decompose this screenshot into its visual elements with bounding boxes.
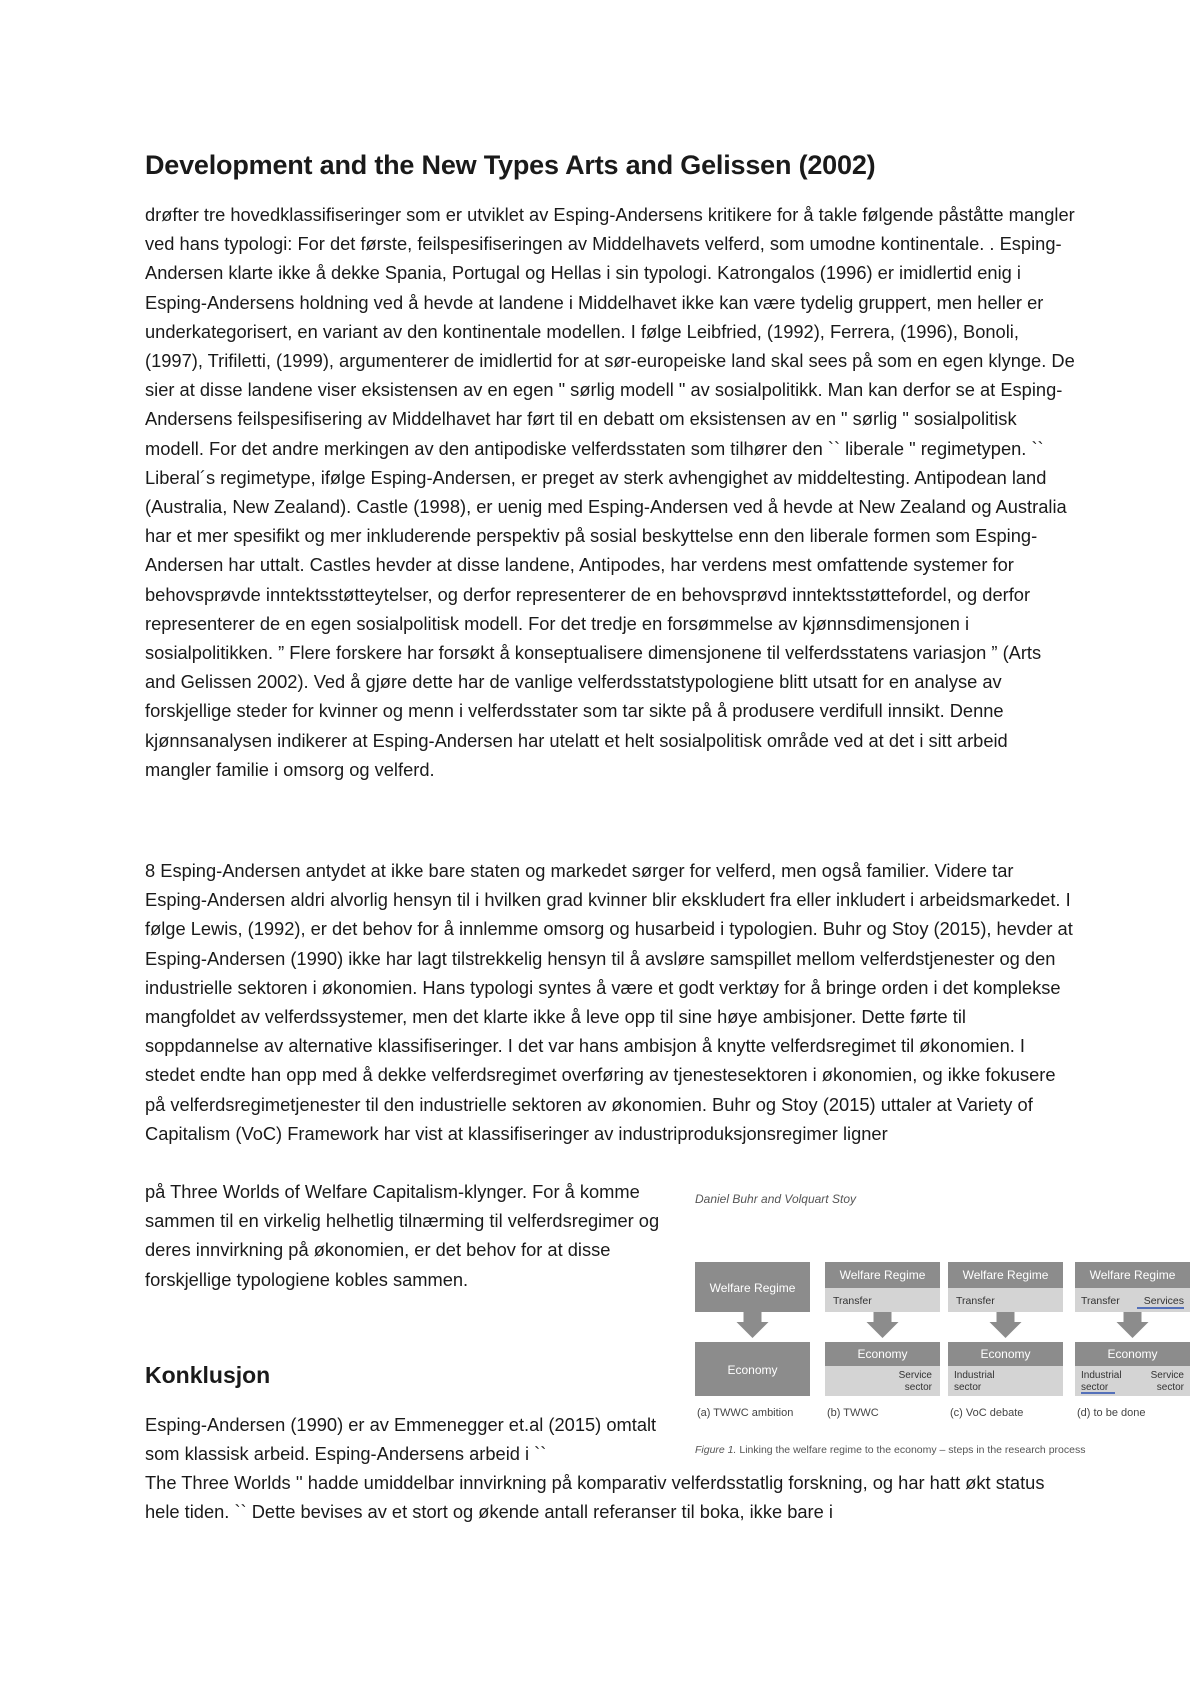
- panel-d-arrow: [1117, 1312, 1149, 1338]
- figure-caption-label: Figure 1.: [695, 1444, 737, 1456]
- panel-d-top-title: Welfare Regime: [1089, 1268, 1176, 1282]
- document-title: Development and the New Types Arts and Gelissen (2002): [145, 150, 876, 180]
- conclusion-text-wrapped: Esping-Andersen (1990) er av Emmenegger et.al (2015) omtalt som klassisk arbeid. Esping-Andersens arbeid i ``: [145, 1414, 657, 1465]
- panel-b-top-sub-0: Transfer: [833, 1295, 872, 1307]
- panel-d-bottom-sub-0-line1: Industrial: [1081, 1370, 1122, 1381]
- panel-b-bottom-title: Economy: [857, 1347, 908, 1361]
- panel-d-bottom-sub-1-line1: Service: [1150, 1370, 1184, 1381]
- paragraph-2-wrapped: på Three Worlds of Welfare Capitalism-klynger. For å komme sammen til en virkelig helhetlig tilnærming til velferdsregimer og deres innvirkning på økonomien, er det behov for at disse forskjellige typologiene kobles sammen.: [145, 1181, 660, 1290]
- panel-a-top-title: Welfare Regime: [709, 1281, 796, 1295]
- conclusion-text: The Three Worlds '' hadde umiddelbar innvirkning på komparativ velferdsstatlig forskning, og har hatt økt status hele tiden. `` Dette bevises av et stort og økende antall referanser til boka, ikke bare i: [145, 1472, 1045, 1523]
- panel-c-arrow: [990, 1312, 1022, 1338]
- panel-c-label: (c) VoC debate: [950, 1407, 1024, 1419]
- figure-authors: Daniel Buhr and Volquart Stoy: [695, 1192, 856, 1206]
- panel-b-label: (b) TWWC: [827, 1407, 879, 1419]
- panel-a-bottom-title: Economy: [727, 1363, 778, 1377]
- panel-c-top-title: Welfare Regime: [962, 1268, 1049, 1282]
- panel-d-top-sub-1: Services: [1143, 1295, 1184, 1307]
- panel-b-bottom-sub-0-line1: Service: [898, 1370, 932, 1381]
- figure-diagram: [695, 1192, 1200, 1442]
- paragraph-1: drøfter tre hovedklassifiseringer som er utviklet av Esping-Andersens kritikere for å takle følgende påståtte mangler ved hans typologi: For det første, feilspesifiseringen av Middelhavets velferd, som umodne kontinentale. . Esping-Andersen klarte ikke å dekke Spania, Portugal og Hellas i sin typologi. Katrongalos (1996) er imidlertid enig i Esping-Andersens holdning ved å hevde at landene i Middelhavet ikke kan være tydelig gruppert, men heller er underkategorisert, en variant av den kontinentale modellen. I følge Leibfried, (1992), Ferrera, (1996), Bonoli, (1997), Trifiletti, (1999), argumenterer de imidlertid for at sør-europeiske land skal sees på som en egen klynge. De sier at disse landene viser eksistensen av en egen " sørlig modell " av sosialpolitikk. Man kan derfor se at Esping-Andersens feilspesifisering av Middelhavet har ført til en debatt om eksistensen av en " sørlig " sosialpolitisk modell. For det andre merkingen av den antipodiske velferdsstaten som tilhører den `` liberale " regimetypen. `` Liberal´s regimetype, ifølge Esping-Andersen, er preget av sterk avhengighet av middeltesting. Antipodean land (Australia, New Zealand). Castle (1998), er uenig med Esping-Andersen ved å hevde at New Zealand og Australia har et mer spesifikt og mer inkluderende perspektiv på sosial beskyttelse enn den liberale formen som Esping-Andersen har uttalt. Castles hevder at disse landene, Antipodes, har verdens mest omfattende systemer for behovsprøvde inntektsstøtteytelser, og derfor representerer de en behovsprøvd inntektsstøttefordel, og derfor representerer de en egen sosialpolitisk modell. For det tredje en forsømmelse av kjønnsdimensjonen i sosialpolitikken. ” Flere forskere har forsøkt å konseptualisere dimensjonene til velferdsstatens variasjon ” (Arts and Gelissen 2002). Ved å gjøre dette har de vanlige velferdsstatstypologiene blitt utsatt for en analyse av forskjellige steder for kvinner og menn i velferdsstater som tar sikte på å produsere verdifull innsikt. Denne kjønnsanalysen indikerer at Esping-Andersen har utelatt et helt sosialpolitisk område ved at det i sitt arbeid mangler familie i omsorg og velferd.: [145, 204, 1075, 780]
- figure-caption-text: Linking the welfare regime to the economy – steps in the research process: [739, 1444, 1086, 1456]
- figure-welfare-regime-economy: [695, 1192, 1200, 1462]
- panel-c-bottom-sub-0-line1: Industrial: [954, 1370, 995, 1381]
- panel-c-bottom-sub-0-line2: sector: [954, 1382, 982, 1393]
- panel-d-label: (d) to be done: [1077, 1407, 1146, 1419]
- panel-d-bottom-sub-0-line2: sector: [1081, 1382, 1109, 1393]
- figure-caption: [695, 1444, 1085, 1456]
- panel-a-label: (a) TWWC ambition: [697, 1407, 794, 1419]
- panel-b-bottom-sub-0-line2: sector: [904, 1382, 932, 1393]
- panel-c-bottom-title: Economy: [980, 1347, 1031, 1361]
- panel-b-arrow: [867, 1312, 899, 1338]
- panel-a-arrow: [737, 1312, 769, 1338]
- panel-d-bottom-sub-1-line2: sector: [1156, 1382, 1184, 1393]
- conclusion-heading: Konklusjon: [145, 1362, 271, 1388]
- panel-d-bottom-title: Economy: [1107, 1347, 1158, 1361]
- panel-b-top-title: Welfare Regime: [839, 1268, 926, 1282]
- paragraph-2: 8 Esping-Andersen antydet at ikke bare staten og markedet sørger for velferd, men også familier. Videre tar Esping-Andersen aldri alvorlig hensyn til i hvilken grad kvinner blir ekskludert fra eller inkludert i arbeidsmarkedet. I følge Lewis, (1992), er det behov for å innlemme omsorg og husarbeid i typologien. Buhr og Stoy (2015), hevder at Esping-Andersen (1990) ikke har lagt tilstrekkelig hensyn til å avsløre samspillet mellom velferdstjenester og den industrielle sektoren i økonomien. Hans typologi syntes å være et godt verktøy for å bringe orden i det komplekse mangfoldet av velferdssystemer, men det klarte ikke å leve opp til sine høye ambisjoner. Dette førte til soppdannelse av alternative klassifiseringer. I det var hans ambisjon å knytte velferdsregimet til økonomien. I stedet endte han opp med å dekke velferdsregimet overføring av tjenestesektoren i økonomien, og ikke fokusere på velferdsregimetjenester til den industrielle sektoren av økonomien. Buhr og Stoy (2015) uttaler at Variety of Capitalism (VoC) Framework har vist at klassifiseringer av industriproduksjonsregimer ligner: [145, 860, 1073, 1144]
- panel-c-top-sub-0: Transfer: [956, 1295, 995, 1307]
- panel-d-top-sub-0: Transfer: [1081, 1295, 1120, 1307]
